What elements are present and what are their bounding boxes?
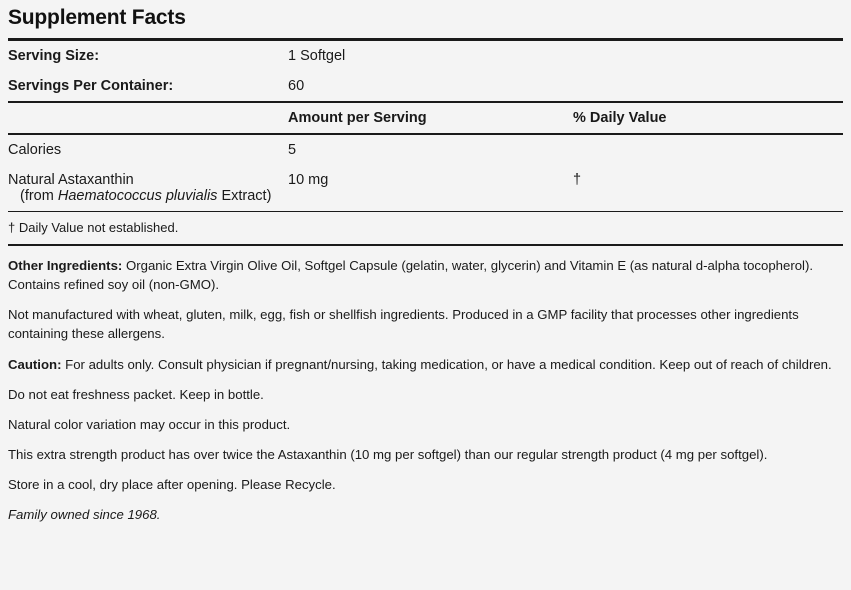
daily-value-footnote: † Daily Value not established. xyxy=(8,220,179,235)
serving-size-label: Serving Size: xyxy=(8,48,100,64)
other-ingredients-text: Organic Extra Virgin Olive Oil, Softgel Capsule (gelatin, water, glycerin) and Vitamin E (as natural d-alpha tocopherol). Contains refined soy oil (non-GMO). xyxy=(8,258,814,293)
nutrient-name-calories: Calories xyxy=(8,142,62,158)
nutrient-label: Natural Astaxanthin xyxy=(8,172,134,188)
serving-info-table xyxy=(8,41,843,101)
note-freshness-packet: Do not eat freshness packet. Keep in bottle. xyxy=(8,386,264,402)
nutrient-name-astaxanthin xyxy=(8,165,288,211)
note-storage: Store in a cool, dry place after opening. Please Recycle. xyxy=(8,477,336,493)
header-daily-value: % Daily Value xyxy=(573,110,667,126)
caution-label: Caution: xyxy=(8,356,62,372)
nutrient-amount-calories: 5 xyxy=(288,142,297,158)
serving-size-value: 1 Softgel xyxy=(288,48,346,64)
nutrients-table xyxy=(8,135,843,211)
source-prefix: (from xyxy=(20,188,58,204)
family-owned-note: Family owned since 1968. xyxy=(8,507,161,523)
header-amount-per-serving: Amount per Serving xyxy=(288,110,427,126)
other-ingredients-label: Other Ingredients: xyxy=(8,258,123,273)
column-header-row xyxy=(8,103,843,133)
table-row xyxy=(8,165,843,211)
caution-text: For adults only. Consult physician if pregnant/nursing, taking medication, or have a medical condition. Keep out of reach of children. xyxy=(61,356,832,372)
servings-per-container-label: Servings Per Container: xyxy=(8,78,174,94)
servings-per-container-row xyxy=(8,71,843,101)
nutrient-amount-astaxanthin: 10 mg xyxy=(288,172,329,188)
allergen-paragraph: Not manufactured with wheat, gluten, milk, egg, fish or shellfish ingredients. Produced in a GMP facility that processes other ingredients containing these allergens. xyxy=(8,307,799,342)
ingredients-section xyxy=(8,246,843,524)
caution-paragraph xyxy=(8,355,843,374)
source-suffix: Extract) xyxy=(217,188,272,204)
servings-per-container-spacer xyxy=(573,71,843,101)
source-species: Haematococcus pluvialis xyxy=(57,188,218,204)
serving-size-spacer xyxy=(573,41,843,71)
table-row xyxy=(8,135,843,165)
page-title: Supplement Facts xyxy=(8,6,186,29)
column-headers-table xyxy=(8,103,843,133)
nutrient-dv-calories xyxy=(573,135,843,165)
note-extra-strength: This extra strength product has over twice the Astaxanthin (10 mg per softgel) than our regular strength product (4 mg per softgel). xyxy=(8,446,768,462)
nutrient-source xyxy=(8,188,288,204)
servings-per-container-value: 60 xyxy=(288,78,305,94)
serving-size-row xyxy=(8,41,843,71)
note-color-variation: Natural color variation may occur in this product. xyxy=(8,416,291,432)
other-ingredients-paragraph xyxy=(8,256,843,294)
nutrient-dv-astaxanthin: † xyxy=(573,172,582,188)
header-blank xyxy=(8,103,288,133)
